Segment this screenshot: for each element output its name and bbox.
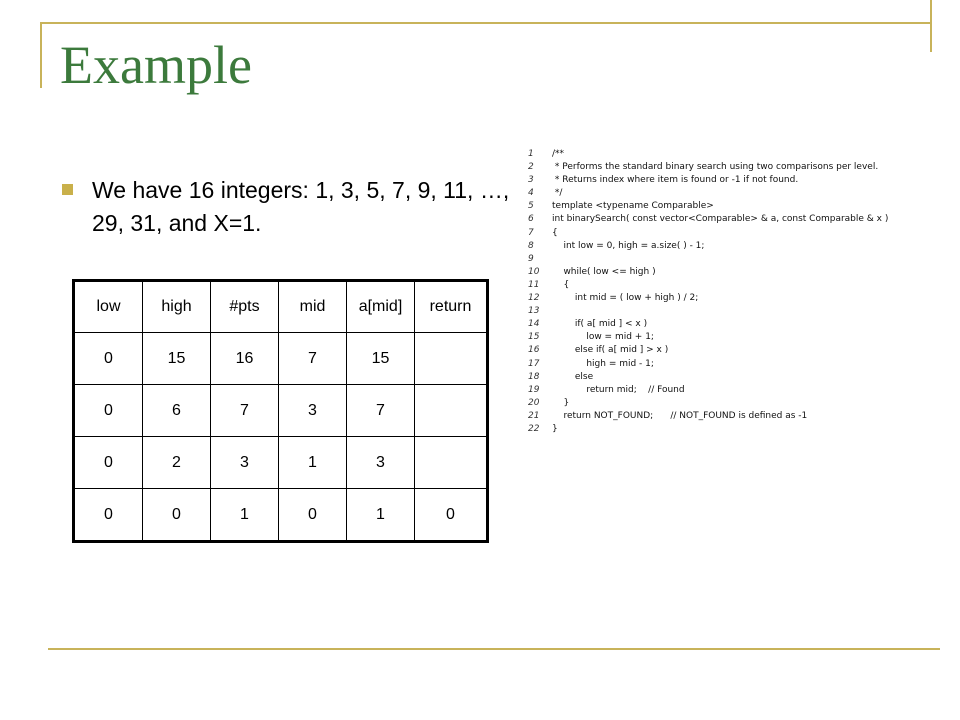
line-number: 6 bbox=[528, 214, 534, 225]
table-cell: 7 bbox=[279, 333, 347, 385]
bottom-rule bbox=[48, 648, 940, 650]
code-text bbox=[552, 305, 928, 318]
line-number: 13 bbox=[528, 306, 540, 317]
table-cell: 0 bbox=[74, 385, 143, 437]
code-line bbox=[528, 279, 928, 292]
line-number: 12 bbox=[528, 293, 540, 304]
table-cell bbox=[415, 385, 488, 437]
table-cell: 6 bbox=[143, 385, 211, 437]
code-text: return NOT_FOUND; // NOT_FOUND is defined as -1 bbox=[552, 410, 808, 421]
code-text: */ bbox=[552, 188, 563, 199]
line-number: 15 bbox=[528, 332, 540, 343]
line-number: 22 bbox=[528, 423, 540, 434]
right-rule bbox=[930, 0, 932, 52]
table-cell: 3 bbox=[211, 437, 279, 489]
code-text: } bbox=[552, 397, 570, 408]
table-row bbox=[74, 333, 488, 385]
code-text: low = mid + 1; bbox=[552, 332, 654, 343]
code-text bbox=[552, 253, 928, 266]
line-number: 17 bbox=[528, 358, 540, 369]
table-row bbox=[74, 437, 488, 489]
left-rule bbox=[40, 22, 42, 88]
table-cell: 1 bbox=[279, 437, 347, 489]
code-line bbox=[528, 344, 928, 357]
line-number: 5 bbox=[528, 201, 534, 212]
header-cell: mid bbox=[279, 281, 347, 333]
table-cell: 0 bbox=[415, 489, 488, 542]
code-line bbox=[528, 371, 928, 384]
code-text: int low = 0, high = a.size( ) - 1; bbox=[552, 240, 705, 251]
table-cell: 16 bbox=[211, 333, 279, 385]
square-bullet-icon bbox=[62, 184, 73, 195]
code-text: while( low <= high ) bbox=[552, 266, 656, 277]
code-text: { bbox=[552, 279, 570, 290]
code-line bbox=[528, 331, 928, 344]
table-cell: 7 bbox=[211, 385, 279, 437]
code-text: } bbox=[552, 423, 558, 434]
code-text: else if( a[ mid ] > x ) bbox=[552, 345, 669, 356]
table-cell: 0 bbox=[74, 489, 143, 542]
table-cell: 0 bbox=[279, 489, 347, 542]
code-line bbox=[528, 148, 928, 161]
code-line bbox=[528, 161, 928, 174]
line-number: 10 bbox=[528, 266, 540, 277]
code-text: if( a[ mid ] < x ) bbox=[552, 319, 648, 330]
table-cell: 1 bbox=[211, 489, 279, 542]
table-cell: 3 bbox=[279, 385, 347, 437]
code-listing bbox=[528, 148, 928, 436]
code-line bbox=[528, 410, 928, 423]
code-text: int binarySearch( const vector<Comparable> & a, const Comparable & x ) bbox=[552, 214, 889, 225]
code-text: return mid; // Found bbox=[552, 384, 685, 395]
code-text: else bbox=[552, 371, 594, 382]
header-cell: low bbox=[74, 281, 143, 333]
code-line bbox=[528, 213, 928, 226]
table-cell: 0 bbox=[143, 489, 211, 542]
code-line bbox=[528, 240, 928, 253]
line-number: 14 bbox=[528, 319, 540, 330]
binary-search-trace-table bbox=[72, 279, 489, 543]
code-text: template <typename Comparable> bbox=[552, 201, 714, 212]
header-cell: #pts bbox=[211, 281, 279, 333]
table-cell: 1 bbox=[347, 489, 415, 542]
code-line bbox=[528, 384, 928, 397]
line-number: 4 bbox=[528, 188, 534, 199]
line-number: 8 bbox=[528, 240, 534, 251]
code-text: /** bbox=[552, 149, 565, 159]
line-number: 3 bbox=[528, 175, 534, 186]
code-line bbox=[528, 358, 928, 371]
line-number: 11 bbox=[528, 279, 540, 290]
header-cell: high bbox=[143, 281, 211, 333]
line-number: 1 bbox=[528, 149, 534, 159]
top-rule bbox=[40, 22, 932, 24]
code-text: * Returns index where item is found or -1 if not found. bbox=[552, 175, 799, 186]
code-line bbox=[528, 174, 928, 187]
table-header-row bbox=[74, 281, 488, 333]
code-line bbox=[528, 423, 928, 436]
code-line bbox=[528, 266, 928, 279]
code-text: high = mid - 1; bbox=[552, 358, 654, 369]
table-cell: 0 bbox=[74, 333, 143, 385]
table-cell bbox=[415, 333, 488, 385]
code-line bbox=[528, 253, 928, 266]
table-row bbox=[74, 385, 488, 437]
bullet-text: We have 16 integers: 1, 3, 5, 7, 9, 11, …, 29, 31, and X=1. bbox=[92, 177, 510, 236]
table-cell: 2 bbox=[143, 437, 211, 489]
header-cell: return bbox=[415, 281, 488, 333]
code-line bbox=[528, 397, 928, 410]
code-line bbox=[528, 292, 928, 305]
slide-title: Example bbox=[60, 35, 252, 95]
code-line bbox=[528, 318, 928, 331]
line-number: 16 bbox=[528, 345, 540, 356]
table-cell: 7 bbox=[347, 385, 415, 437]
code-line bbox=[528, 200, 928, 213]
code-line bbox=[528, 187, 928, 200]
table-cell: 3 bbox=[347, 437, 415, 489]
line-number: 19 bbox=[528, 384, 540, 395]
line-number: 7 bbox=[528, 227, 534, 238]
code-text: * Performs the standard binary search using two comparisons per level. bbox=[552, 162, 879, 173]
line-number: 21 bbox=[528, 410, 540, 421]
table-cell bbox=[415, 437, 488, 489]
header-cell: a[mid] bbox=[347, 281, 415, 333]
line-number: 2 bbox=[528, 162, 534, 173]
table-cell: 15 bbox=[143, 333, 211, 385]
code-text: { bbox=[552, 227, 558, 238]
line-number: 18 bbox=[528, 371, 540, 382]
table-row bbox=[74, 489, 488, 542]
table-cell: 15 bbox=[347, 333, 415, 385]
code-line bbox=[528, 305, 928, 318]
table-cell: 0 bbox=[74, 437, 143, 489]
code-text: int mid = ( low + high ) / 2; bbox=[552, 293, 699, 304]
line-number: 20 bbox=[528, 397, 540, 408]
code-line bbox=[528, 227, 928, 240]
line-number: 9 bbox=[528, 253, 534, 264]
